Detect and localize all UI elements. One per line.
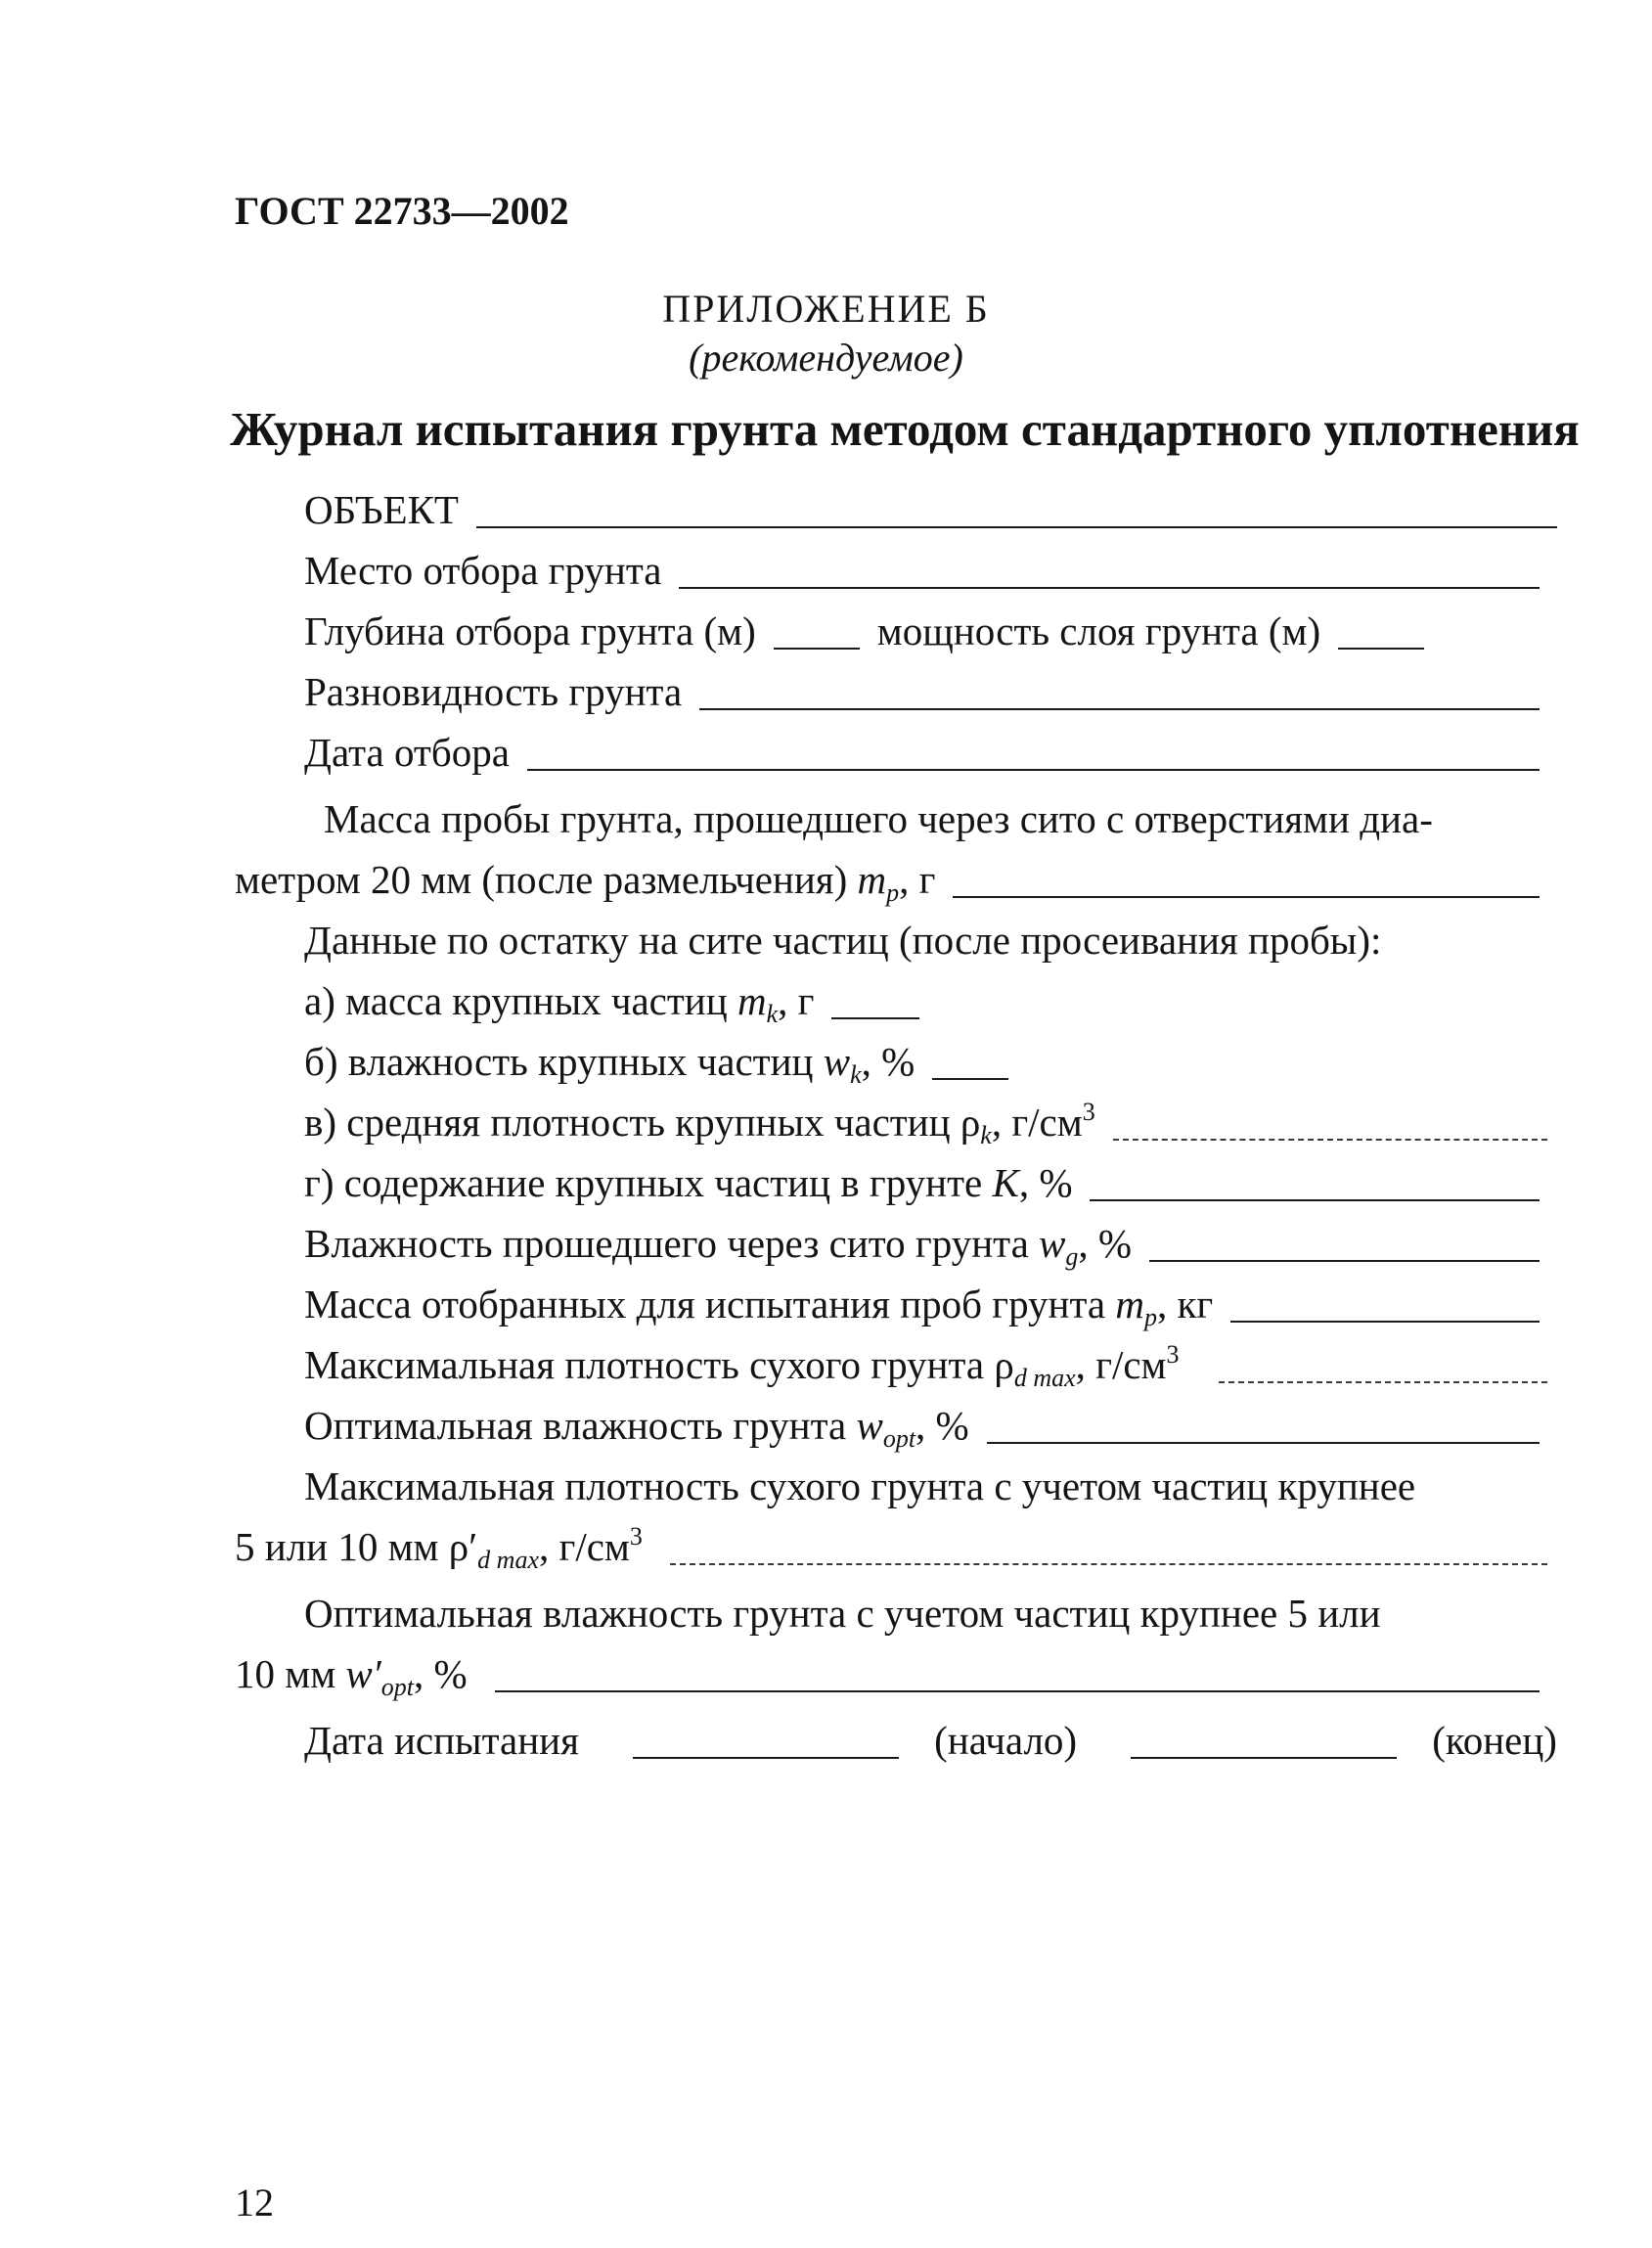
residue-b-row — [235, 1035, 1557, 1096]
max-density-corrected-row-2 — [235, 1520, 1557, 1581]
max-dry-density-label: Максимальная плотность сухого грунта $\rho_{d max}$, $г/см^3$ — [304, 1340, 1180, 1392]
residue-heading-row — [235, 914, 1557, 974]
residue-d-label: г) содержание крупных частиц в грунте K, % — [304, 1160, 1073, 1205]
moisture-sieved-label: Влажность прошедшего через сито грунта $w_g$, % — [304, 1221, 1133, 1271]
object-field[interactable] — [476, 526, 1557, 528]
residue-a-label: а) масса крупных частиц $m_k$, г — [304, 978, 815, 1028]
max-density-corrected-field[interactable] — [670, 1563, 1547, 1565]
optimal-moisture-corrected-text-1: Оптимальная влажность грунта с учетом частиц крупнее 5 или — [304, 1591, 1381, 1636]
test-date-start-field[interactable] — [633, 1757, 899, 1759]
document-header: ГОСТ 22733—2002 — [235, 189, 569, 233]
coarse-mass-field[interactable] — [831, 1017, 919, 1019]
object-label: ОБЪЕКТ — [304, 487, 459, 532]
soil-variety-label: Разновидность грунта — [304, 669, 683, 714]
test-date-row — [235, 1714, 1557, 1775]
journal-title: Журнал испытания грунта методом стандартного уплотнения — [230, 402, 1580, 456]
residue-b-label: б) влажность крупных частиц $w_k$, % — [304, 1039, 915, 1089]
sample-mass-text-2: метром 20 мм (после размельчения) $m_p$, г — [235, 857, 936, 907]
sample-mass-row-1 — [235, 792, 1557, 853]
test-samples-mass-label: Масса отобранных для испытания проб грунта $m_p$, кг — [304, 1281, 1214, 1331]
residue-c-row — [235, 1096, 1557, 1156]
optimal-moisture-corrected-text-2: 10 мм $w'_{opt}$, % — [235, 1651, 468, 1701]
optimal-moisture-field[interactable] — [987, 1442, 1540, 1444]
appendix-subtitle: (рекомендуемое) — [689, 336, 963, 380]
moisture-sieved-row — [235, 1217, 1557, 1278]
layer-thickness-label: мощность слоя грунта (м) — [876, 608, 1321, 653]
test-samples-mass-row — [235, 1278, 1557, 1338]
sample-mass-field[interactable] — [953, 896, 1540, 898]
soil-variety-field[interactable] — [699, 708, 1540, 710]
residue-d-row — [235, 1156, 1557, 1217]
optimal-moisture-corrected-row-1 — [235, 1587, 1557, 1647]
max-dry-density-field[interactable] — [1219, 1381, 1548, 1383]
sampling-date-row — [235, 726, 1557, 787]
page-number: 12 — [235, 2181, 274, 2225]
sample-mass-row-2 — [235, 853, 1557, 914]
test-samples-mass-field[interactable] — [1230, 1321, 1540, 1323]
test-date-end-label: (конец) — [1432, 1718, 1557, 1763]
coarse-content-field[interactable] — [1090, 1199, 1540, 1201]
residue-heading: Данные по остатку на сите частиц (после просеивания пробы): — [304, 918, 1382, 963]
residue-a-row — [235, 974, 1557, 1035]
depth-row — [235, 605, 1557, 665]
test-date-start-label: (начало) — [934, 1718, 1078, 1763]
journal-form — [235, 483, 1557, 1775]
test-date-label: Дата испытания — [304, 1718, 579, 1763]
optimal-moisture-corrected-field[interactable] — [495, 1690, 1540, 1692]
sample-mass-text-1: Масса пробы грунта, прошедшего через сито с отверстиями диа- — [324, 796, 1433, 841]
object-row — [235, 483, 1557, 544]
max-dry-density-row — [235, 1338, 1557, 1399]
max-density-corrected-text-2: 5 или 10 мм $\rho'_{d max}$, $г/см^3$ — [235, 1522, 643, 1574]
layer-thickness-field[interactable] — [1338, 648, 1424, 650]
max-density-corrected-text-1: Максимальная плотность сухого грунта с учетом частиц крупнее — [304, 1463, 1416, 1508]
optimal-moisture-row — [235, 1399, 1557, 1460]
max-density-corrected-row-1 — [235, 1460, 1557, 1520]
sieved-moisture-field[interactable] — [1149, 1260, 1540, 1262]
sampling-depth-field[interactable] — [774, 648, 860, 650]
sampling-date-field[interactable] — [527, 769, 1540, 771]
sampling-place-field[interactable] — [679, 587, 1540, 589]
coarse-density-field[interactable] — [1113, 1139, 1547, 1141]
coarse-moisture-field[interactable] — [932, 1078, 1008, 1080]
residue-c-label: в) средняя плотность крупных частиц $\rho_k$, $г/см^3$ — [304, 1098, 1095, 1149]
test-date-end-field[interactable] — [1131, 1757, 1397, 1759]
sampling-place-row — [235, 544, 1557, 605]
sampling-place-label: Место отбора грунта — [304, 548, 662, 593]
appendix-title: ПРИЛОЖЕНИЕ Б — [662, 287, 990, 331]
sampling-depth-label: Глубина отбора грунта (м) — [304, 608, 756, 653]
sampling-date-label: Дата отбора — [304, 730, 510, 775]
soil-variety-row — [235, 665, 1557, 726]
optimal-moisture-corrected-row-2 — [235, 1647, 1557, 1708]
optimal-moisture-label: Оптимальная влажность грунта $w_{opt}$, % — [304, 1403, 969, 1453]
